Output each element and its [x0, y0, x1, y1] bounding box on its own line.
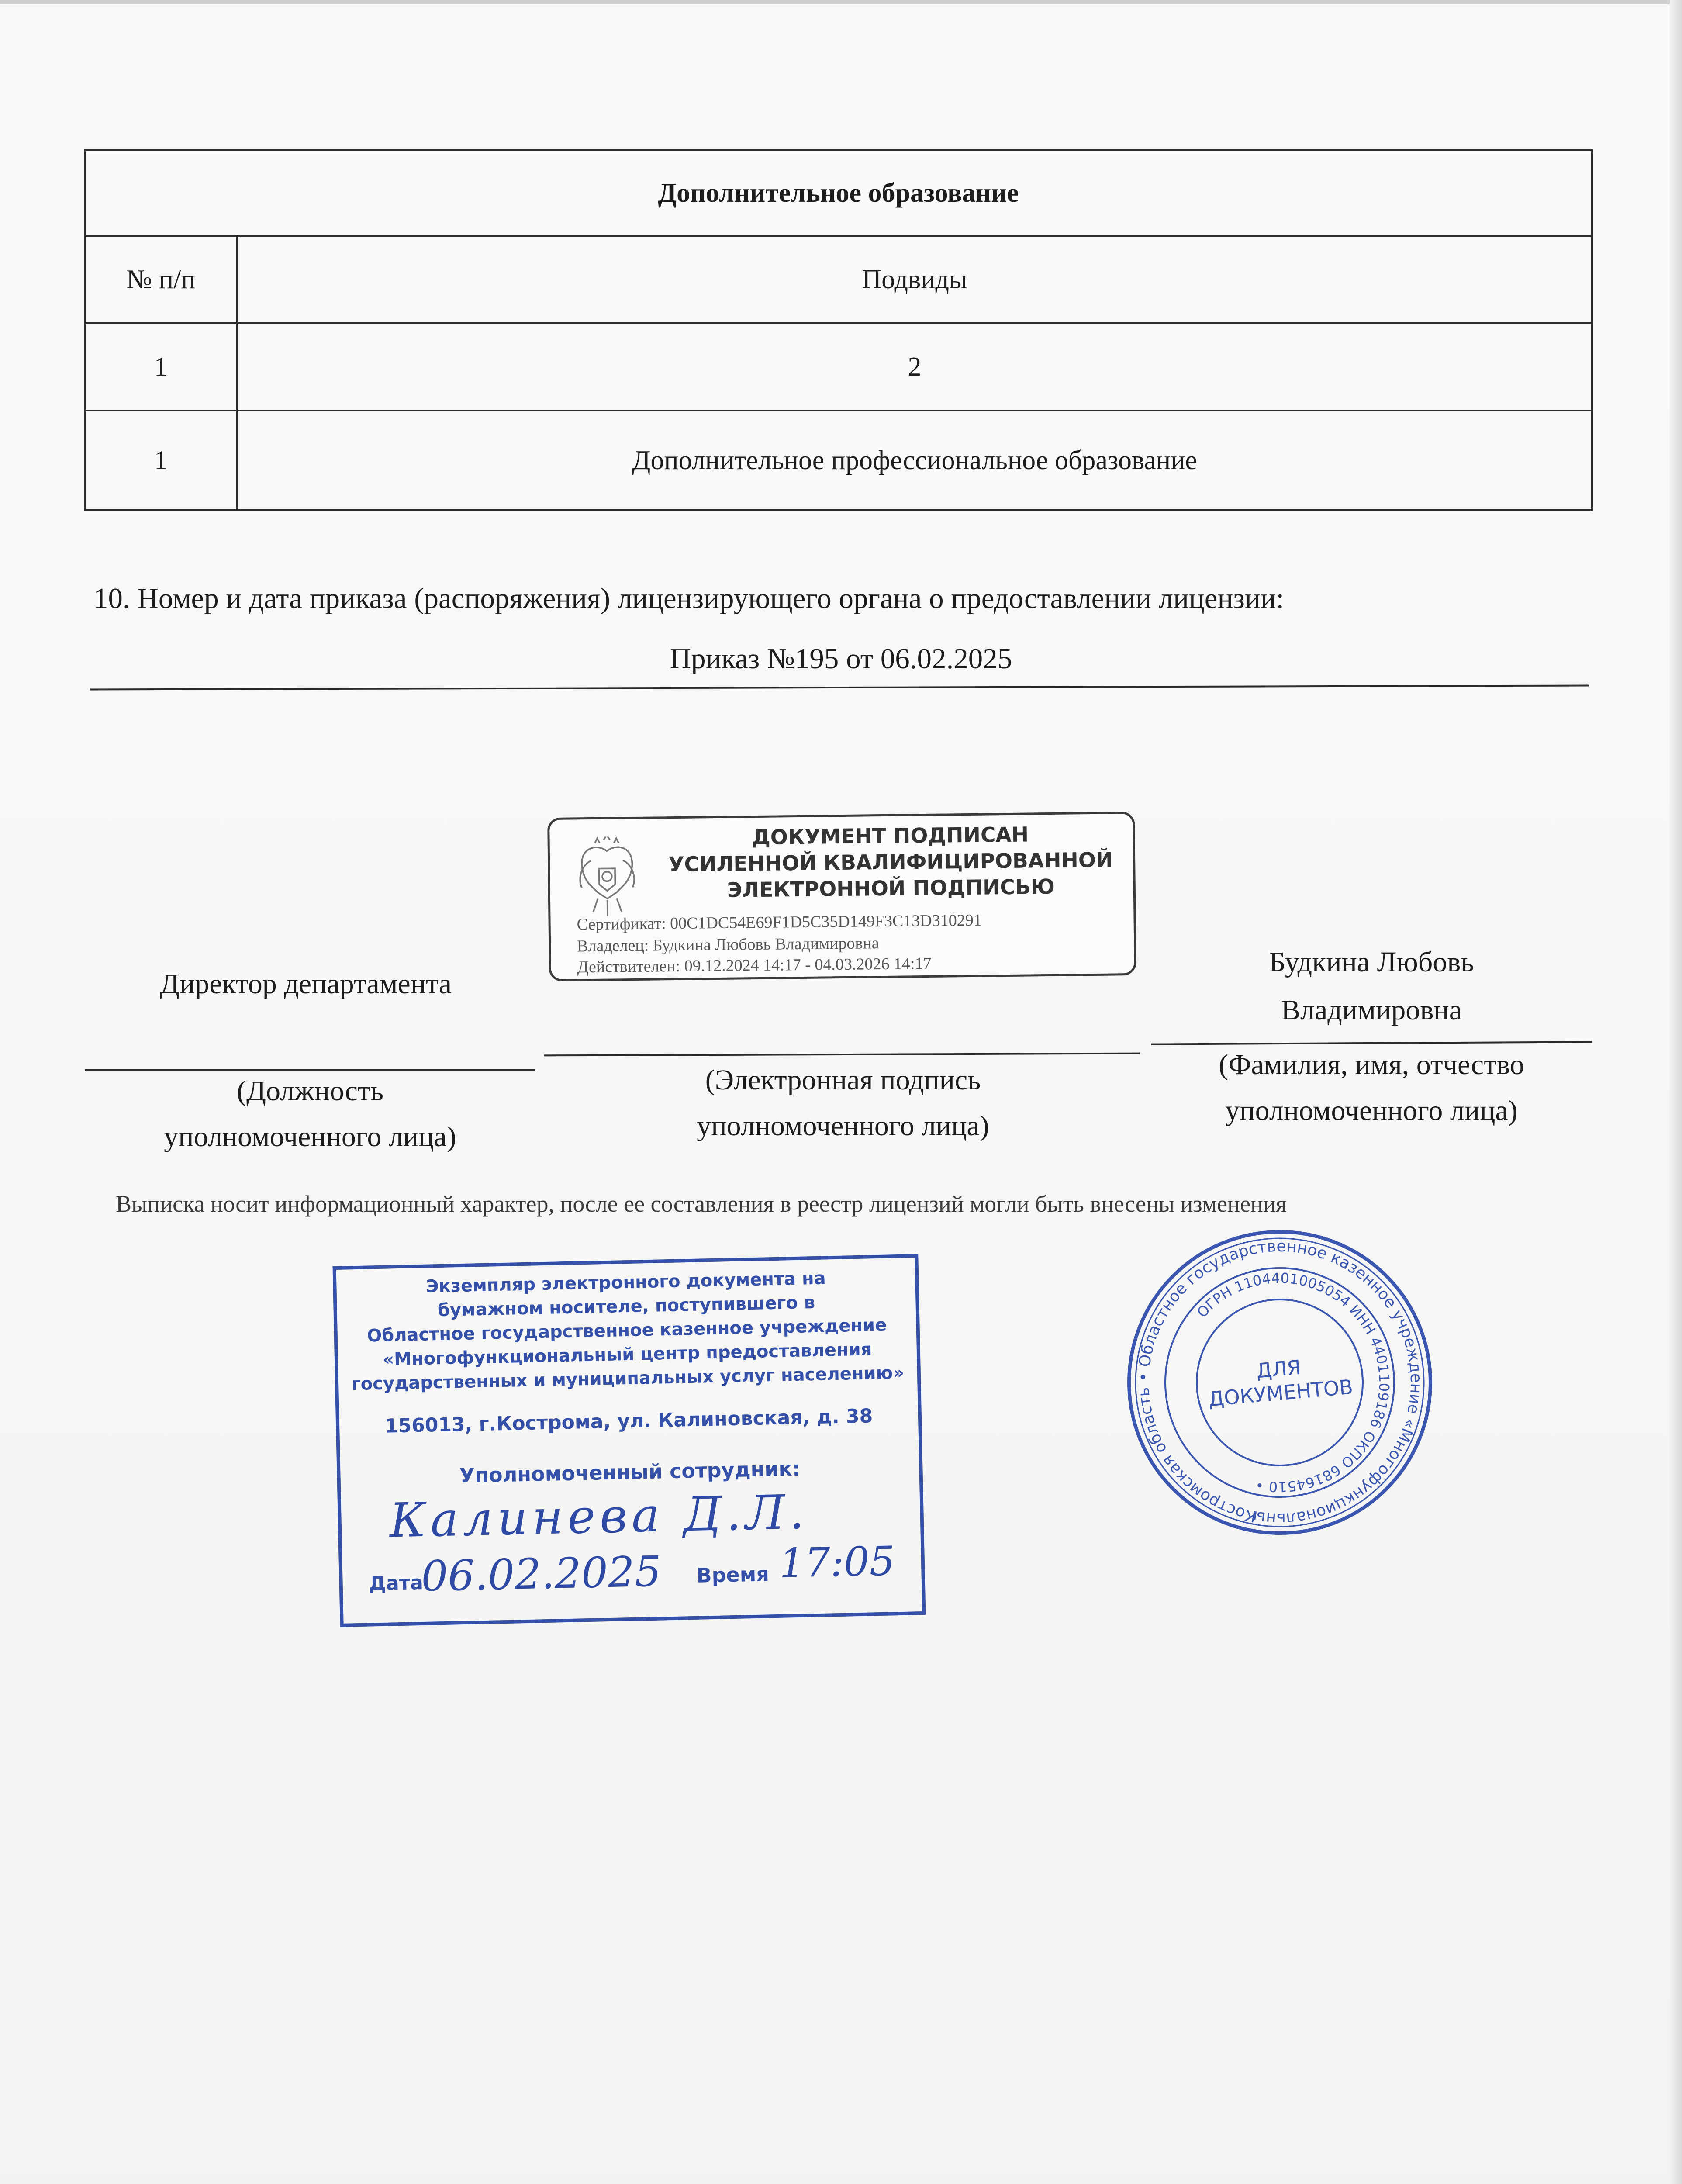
- stamp-line-1: Экземпляр электронного документа на: [425, 1268, 826, 1297]
- order-number: Приказ №195 от 06.02.2025: [670, 643, 1012, 675]
- esig-certificate: Сертификат: 00C1DC54E69F1D5C35D149F3C13D310291: [577, 911, 982, 934]
- stamp-line-4: «Многофункциональный центр предоставления: [382, 1339, 872, 1370]
- caption-name-1: (Фамилия, имя, отчество: [1219, 1049, 1524, 1081]
- esig-title-3: ЭЛЕКТРОННОЙ ПОДПИСЬЮ: [727, 874, 1055, 902]
- seal-center-2: ДОКУМЕНТОВ: [1207, 1375, 1354, 1411]
- caption-position-2: уполномоченного лица): [164, 1121, 456, 1153]
- coat-of-arms-icon: [566, 836, 648, 925]
- table-title-row: [85, 150, 1592, 236]
- esig-title-1: ДОКУМЕНТ ПОДПИСАН: [752, 822, 1029, 850]
- esig-valid: Действителен: 09.12.2024 14:17 - 04.03.2026 14:17: [577, 954, 932, 977]
- order-underline: [90, 685, 1589, 691]
- name-value-1: Будкина Любовь: [1269, 946, 1474, 978]
- seal-inner-text: ОГРН 1104401005054 ИНН 4401109186 ОКПО 68164510 •: [1194, 1269, 1393, 1496]
- esig-owner: Владелец: Будкина Любовь Владимировна: [577, 934, 879, 956]
- signature-underline: [544, 1053, 1140, 1057]
- stamp-address: 156013, г.Кострома, ул. Калиновская, д. 38: [384, 1405, 873, 1438]
- stamp-line-5: государственных и муниципальных услуг населению»: [351, 1362, 905, 1395]
- table-header-row: [85, 236, 1592, 323]
- header-num: № п/п: [85, 236, 237, 323]
- seal-center-1: ДЛЯ: [1255, 1355, 1302, 1383]
- index-num: 1: [85, 323, 237, 411]
- table-row: [85, 411, 1592, 510]
- caption-name-2: уполномоченного лица): [1225, 1095, 1518, 1127]
- stamp-date-value: 06.02.2025: [421, 1547, 662, 1601]
- header-subtypes: Подвиды: [237, 236, 1592, 323]
- stamp-time-value: 17:05: [778, 1538, 896, 1587]
- position-value: Директор департамента: [159, 968, 452, 1000]
- position-underline: [85, 1069, 535, 1071]
- stamp-date-label: Дата: [369, 1571, 424, 1595]
- education-table: [84, 149, 1593, 511]
- caption-signature-2: уполномоченного лица): [697, 1110, 989, 1142]
- stamp-time-label: Время: [696, 1562, 770, 1587]
- mfc-receipt-stamp: [332, 1254, 926, 1627]
- table-index-row: [85, 323, 1592, 411]
- disclaimer-note: Выписка носит информационный характер, после ее составления в реестр лицензий могли быть внесены изменения: [116, 1191, 1287, 1217]
- caption-signature-1: (Электронная подпись: [705, 1064, 981, 1096]
- caption-position-1: (Должность: [237, 1075, 383, 1107]
- stamp-employee-label: Уполномоченный сотрудник:: [459, 1456, 801, 1488]
- round-seal: [1120, 1223, 1439, 1542]
- electronic-signature-block: [547, 812, 1136, 981]
- section-10-label: 10. Номер и дата приказа (распоряжения) лицензирующего органа о предоставлении лицензии:: [93, 582, 1285, 615]
- name-underline: [1151, 1041, 1592, 1045]
- stamp-line-2: бумажном носителе, поступившего в: [437, 1292, 815, 1321]
- name-value-2: Владимировна: [1281, 994, 1462, 1026]
- stamp-employee-signature: Калинева Д.Л.: [389, 1485, 809, 1548]
- seal-outer-text: Костромская область • Областное государственное казенное учреждение «Многофункциональный: [1134, 1237, 1425, 1528]
- esig-title-2: УСИЛЕННОЙ КВАЛИФИЦИРОВАННОЙ: [668, 848, 1113, 877]
- page-top-edge: [0, 0, 1682, 4]
- row-name: Дополнительное профессиональное образование: [237, 411, 1592, 510]
- index-name: 2: [237, 323, 1592, 411]
- table-title: Дополнительное образование: [85, 150, 1592, 236]
- page-right-edge: [1670, 0, 1682, 2184]
- stamp-line-3: Областное государственное казенное учреждение: [366, 1315, 887, 1346]
- row-num: 1: [85, 411, 237, 510]
